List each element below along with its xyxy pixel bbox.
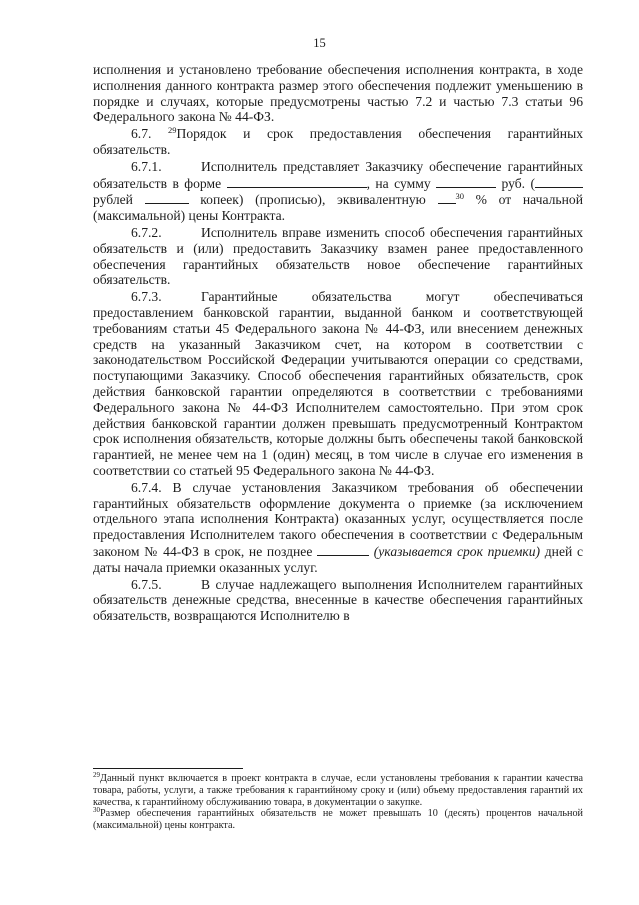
blank-sum-field[interactable] <box>436 175 496 188</box>
footnote-ref-30: 30 <box>455 191 464 202</box>
footnote-marker: 29 <box>93 771 100 779</box>
paragraph-6-7-3 <box>93 289 583 479</box>
clause-number: 6.7.2. <box>131 224 162 240</box>
footnote-29 <box>93 773 583 808</box>
clause-text-part: рублей <box>93 192 133 208</box>
clause-italic-note: (указывается срок приемки) <box>373 543 541 559</box>
blank-kopecks-field[interactable] <box>145 191 189 204</box>
clause-text: Исполнитель вправе изменить способ обеспечения гарантийных обязательств и (или) предоставить Заказчику взамен ранее предоставленного обеспечения гарантийных обязательств новое обеспечение гарантийных обязательств. <box>93 224 583 288</box>
footnote-text: Размер обеспечения гарантийных обязательств не может превышать 10 (десять) процентов начальной (максимальной) цены контракта. <box>93 808 583 832</box>
blank-rubles-field[interactable] <box>535 175 583 188</box>
clause-text-part: В случае установления Заказчиком требования об обеспечении гарантийных обязательств оформление документа о приемке (за исключением отдельного этапа исполнения Контракта) оказанных услуг, осуществляется после предоставления Исполнителем такого обеспечения в соответствии с Федеральным законом № 44-ФЗ в срок, не позднее <box>93 479 583 559</box>
clause-number: 6.7.4. <box>131 479 162 495</box>
clause-text-part: , на сумму <box>366 175 431 191</box>
clause-number: 6.7.3. <box>131 289 162 305</box>
clause-text-part: руб. ( <box>501 175 536 191</box>
blank-form-field[interactable] <box>227 175 367 188</box>
clause-text: Порядок и срок предоставления обеспечения гарантийных обязательств. <box>93 126 583 157</box>
contract-body <box>93 62 583 625</box>
paragraph-6-7-1 <box>93 159 583 224</box>
clause-text-part: % от начальной (максимальной) цены Контракта. <box>93 192 583 224</box>
clause-text-part: копеек) (прописью), эквивалентную <box>200 192 426 208</box>
clause-number: 6.7. <box>131 126 152 142</box>
footnote-marker: 30 <box>93 806 100 815</box>
clause-text: Гарантийные обязательства могут обеспечиваться предоставлением банковской гарантии, выданной банком и соответствующей требованиям статьи 45 Федерального закона № 44-ФЗ, или внесением денежных средств на указанный Заказчиком счет, на котором в соответствии с законодательством Российской Федерации учитываются операции со средствами, поступающими Заказчику. Способ обеспечения гарантийных обязательств, срок действия банковской гарантии определяются в соответствии с требованиями Федерального закона № 44-ФЗ Исполнителем самостоятельно. При этом срок действия банковской гарантии должен превышать предусмотренный Контрактом срок исполнения обязательств, которые должны быть обеспечены такой банковской гарантией, не менее чем на 1 (один) месяц, в том числе в случае его изменения в соответствии со статьей 95 Федерального закона № 44-ФЗ. <box>93 289 583 478</box>
footnotes <box>93 773 583 832</box>
paragraph-6-7-5 <box>93 577 583 624</box>
paragraph-6-7-4 <box>93 480 583 576</box>
clause-number: 6.7.1. <box>131 158 162 174</box>
clause-text-part: Исполнитель представляет Заказчику обеспечение гарантийных обязательств в форме <box>93 158 583 191</box>
paragraph-intro: исполнения и установлено требование обеспечения исполнения контракта, в ходе исполнения данного контракта размер этого обеспечения подлежит уменьшению в порядке и случаях, которые предусмотрены частью 7.2 и частью 7.3 статьи 96 Федерального закона № 44-ФЗ. <box>93 62 583 125</box>
clause-number: 6.7.5. <box>131 576 162 592</box>
clause-text-part: дней с даты начала приемки оказанных услуг. <box>93 543 583 575</box>
paragraph-6-7 <box>93 126 583 158</box>
footnote-separator <box>93 768 243 769</box>
clause-text: В случае надлежащего выполнения Исполнителем гарантийных обязательств денежные средства, внесенные в качестве обеспечения гарантийных обязательств, возвращаются Исполнителю в <box>93 576 583 624</box>
paragraph-6-7-2 <box>93 225 583 288</box>
footnote-30 <box>93 808 583 832</box>
blank-percent-field[interactable] <box>438 191 456 204</box>
footnote-text: Данный пункт включается в проект контракта в случае, если установлены требования к гарантии качества товара, работы, услуги, а также требования к гарантийному сроку и (или) объему предоставления гарантий их качества, к гарантийному обслуживанию товара, в документации о закупке. <box>93 773 583 808</box>
blank-days-field[interactable] <box>317 543 369 556</box>
page-number: 15 <box>313 36 326 50</box>
footnote-ref-29: 29 <box>168 125 177 136</box>
